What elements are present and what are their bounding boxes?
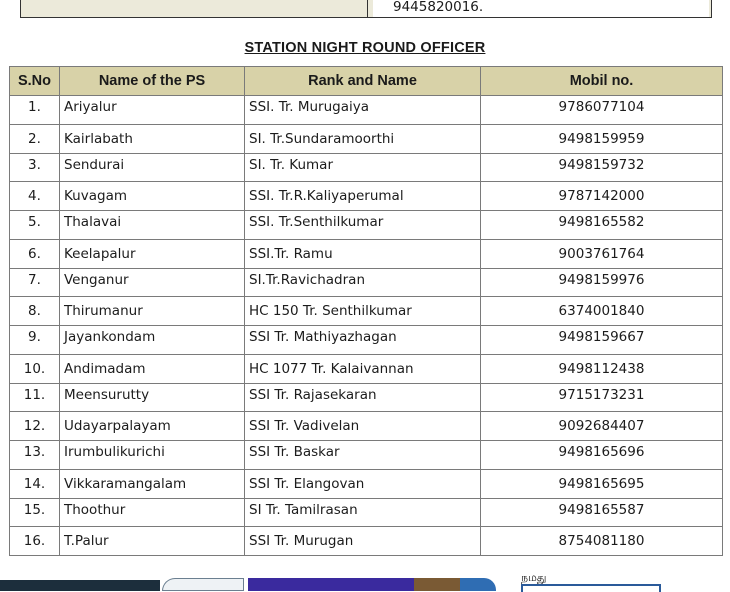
cell-mobile: 9715173231 xyxy=(481,383,723,412)
table-row xyxy=(10,211,723,240)
cell-mobile: 9786077104 xyxy=(481,96,723,125)
cell-ps-name: Jayankondam xyxy=(60,326,245,355)
table-header-row xyxy=(10,67,723,96)
cell-ps-name: Vikkaramangalam xyxy=(60,469,245,498)
footer-brown-badge xyxy=(414,578,460,591)
cell-ps-name: Thalavai xyxy=(60,211,245,240)
cell-sno: 13. xyxy=(10,441,60,470)
cell-sno: 8. xyxy=(10,297,60,326)
cell-mobile: 9498159959 xyxy=(481,124,723,153)
table-row xyxy=(10,412,723,441)
cell-sno: 3. xyxy=(10,153,60,182)
cell-rank-name: SSI. Tr.R.Kaliyaperumal xyxy=(245,182,481,211)
cell-sno: 9. xyxy=(10,326,60,355)
cell-mobile: 9498165695 xyxy=(481,469,723,498)
table-row xyxy=(10,383,723,412)
cell-mobile: 9498165582 xyxy=(481,211,723,240)
cell-sno: 12. xyxy=(10,412,60,441)
cell-sno: 11. xyxy=(10,383,60,412)
cell-rank-name: SI. Tr.Sundaramoorthi xyxy=(245,124,481,153)
cell-rank-name: SI.Tr.Ravichadran xyxy=(245,268,481,297)
cell-sno: 16. xyxy=(10,527,60,556)
cell-mobile: 9498112438 xyxy=(481,354,723,383)
section-title: STATION NIGHT ROUND OFFICER xyxy=(244,40,486,56)
cell-rank-name: SSI Tr. Rajasekaran xyxy=(245,383,481,412)
header-sno: S.No xyxy=(10,67,60,96)
cell-ps-name: Kuvagam xyxy=(60,182,245,211)
table-row xyxy=(10,268,723,297)
top-box-phone: 9445820016. xyxy=(373,0,709,17)
cell-ps-name: Thirumanur xyxy=(60,297,245,326)
cell-rank-name: SSI Tr. Elangovan xyxy=(245,469,481,498)
table-row xyxy=(10,124,723,153)
footer-tamil-label: நமது xyxy=(521,571,547,584)
table-row xyxy=(10,297,723,326)
cell-ps-name: Kairlabath xyxy=(60,124,245,153)
cell-rank-name: SSI Tr. Murugan xyxy=(245,527,481,556)
footer-dark-strip xyxy=(0,580,160,591)
cell-sno: 15. xyxy=(10,498,60,527)
officer-table xyxy=(9,66,723,556)
cell-ps-name: Thoothur xyxy=(60,498,245,527)
cell-mobile: 9498165587 xyxy=(481,498,723,527)
cell-rank-name: SSI Tr. Baskar xyxy=(245,441,481,470)
cell-ps-name: Sendurai xyxy=(60,153,245,182)
cell-ps-name: Ariyalur xyxy=(60,96,245,125)
top-info-box xyxy=(20,0,712,18)
cell-sno: 1. xyxy=(10,96,60,125)
footer-helpline-banner xyxy=(248,578,416,591)
cell-sno: 6. xyxy=(10,239,60,268)
table-row xyxy=(10,153,723,182)
cell-ps-name: Andimadam xyxy=(60,354,245,383)
table-row xyxy=(10,527,723,556)
table-row xyxy=(10,354,723,383)
table-row xyxy=(10,239,723,268)
cell-mobile: 9498165696 xyxy=(481,441,723,470)
cell-sno: 10. xyxy=(10,354,60,383)
table-row xyxy=(10,441,723,470)
cell-mobile: 9498159732 xyxy=(481,153,723,182)
cell-rank-name: HC 150 Tr. Senthilkumar xyxy=(245,297,481,326)
cell-mobile: 9498159667 xyxy=(481,326,723,355)
cell-ps-name: Irumbulikurichi xyxy=(60,441,245,470)
cell-mobile: 9092684407 xyxy=(481,412,723,441)
table-row xyxy=(10,182,723,211)
header-mobile: Mobil no. xyxy=(481,67,723,96)
table-row xyxy=(10,326,723,355)
cell-sno: 7. xyxy=(10,268,60,297)
cell-rank-name: SSI.Tr. Ramu xyxy=(245,239,481,268)
cell-ps-name: Udayarpalayam xyxy=(60,412,245,441)
table-row xyxy=(10,498,723,527)
footer-blue-tab xyxy=(460,578,496,591)
table-row xyxy=(10,96,723,125)
cell-rank-name: SSI. Tr.Senthilkumar xyxy=(245,211,481,240)
cell-mobile: 9003761764 xyxy=(481,239,723,268)
cell-sno: 4. xyxy=(10,182,60,211)
cell-mobile: 9498159976 xyxy=(481,268,723,297)
cell-ps-name: T.Palur xyxy=(60,527,245,556)
table-row xyxy=(10,469,723,498)
cell-rank-name: SSI Tr. Vadivelan xyxy=(245,412,481,441)
cell-mobile: 6374001840 xyxy=(481,297,723,326)
cell-rank-name: SSI Tr. Mathiyazhagan xyxy=(245,326,481,355)
header-rank-name: Rank and Name xyxy=(245,67,481,96)
header-ps-name: Name of the PS xyxy=(60,67,245,96)
cell-sno: 5. xyxy=(10,211,60,240)
cell-rank-name: SI Tr. Tamilrasan xyxy=(245,498,481,527)
cell-ps-name: Venganur xyxy=(60,268,245,297)
cell-sno: 14. xyxy=(10,469,60,498)
cell-rank-name: SI. Tr. Kumar xyxy=(245,153,481,182)
cell-rank-name: SSI. Tr. Murugaiya xyxy=(245,96,481,125)
cell-ps-name: Keelapalur xyxy=(60,239,245,268)
cell-mobile: 9787142000 xyxy=(481,182,723,211)
cell-ps-name: Meensurutty xyxy=(60,383,245,412)
cell-mobile: 8754081180 xyxy=(481,527,723,556)
top-box-divider xyxy=(367,0,368,17)
footer-logo-emblem xyxy=(162,578,244,591)
cell-rank-name: HC 1077 Tr. Kalaivannan xyxy=(245,354,481,383)
cell-sno: 2. xyxy=(10,124,60,153)
